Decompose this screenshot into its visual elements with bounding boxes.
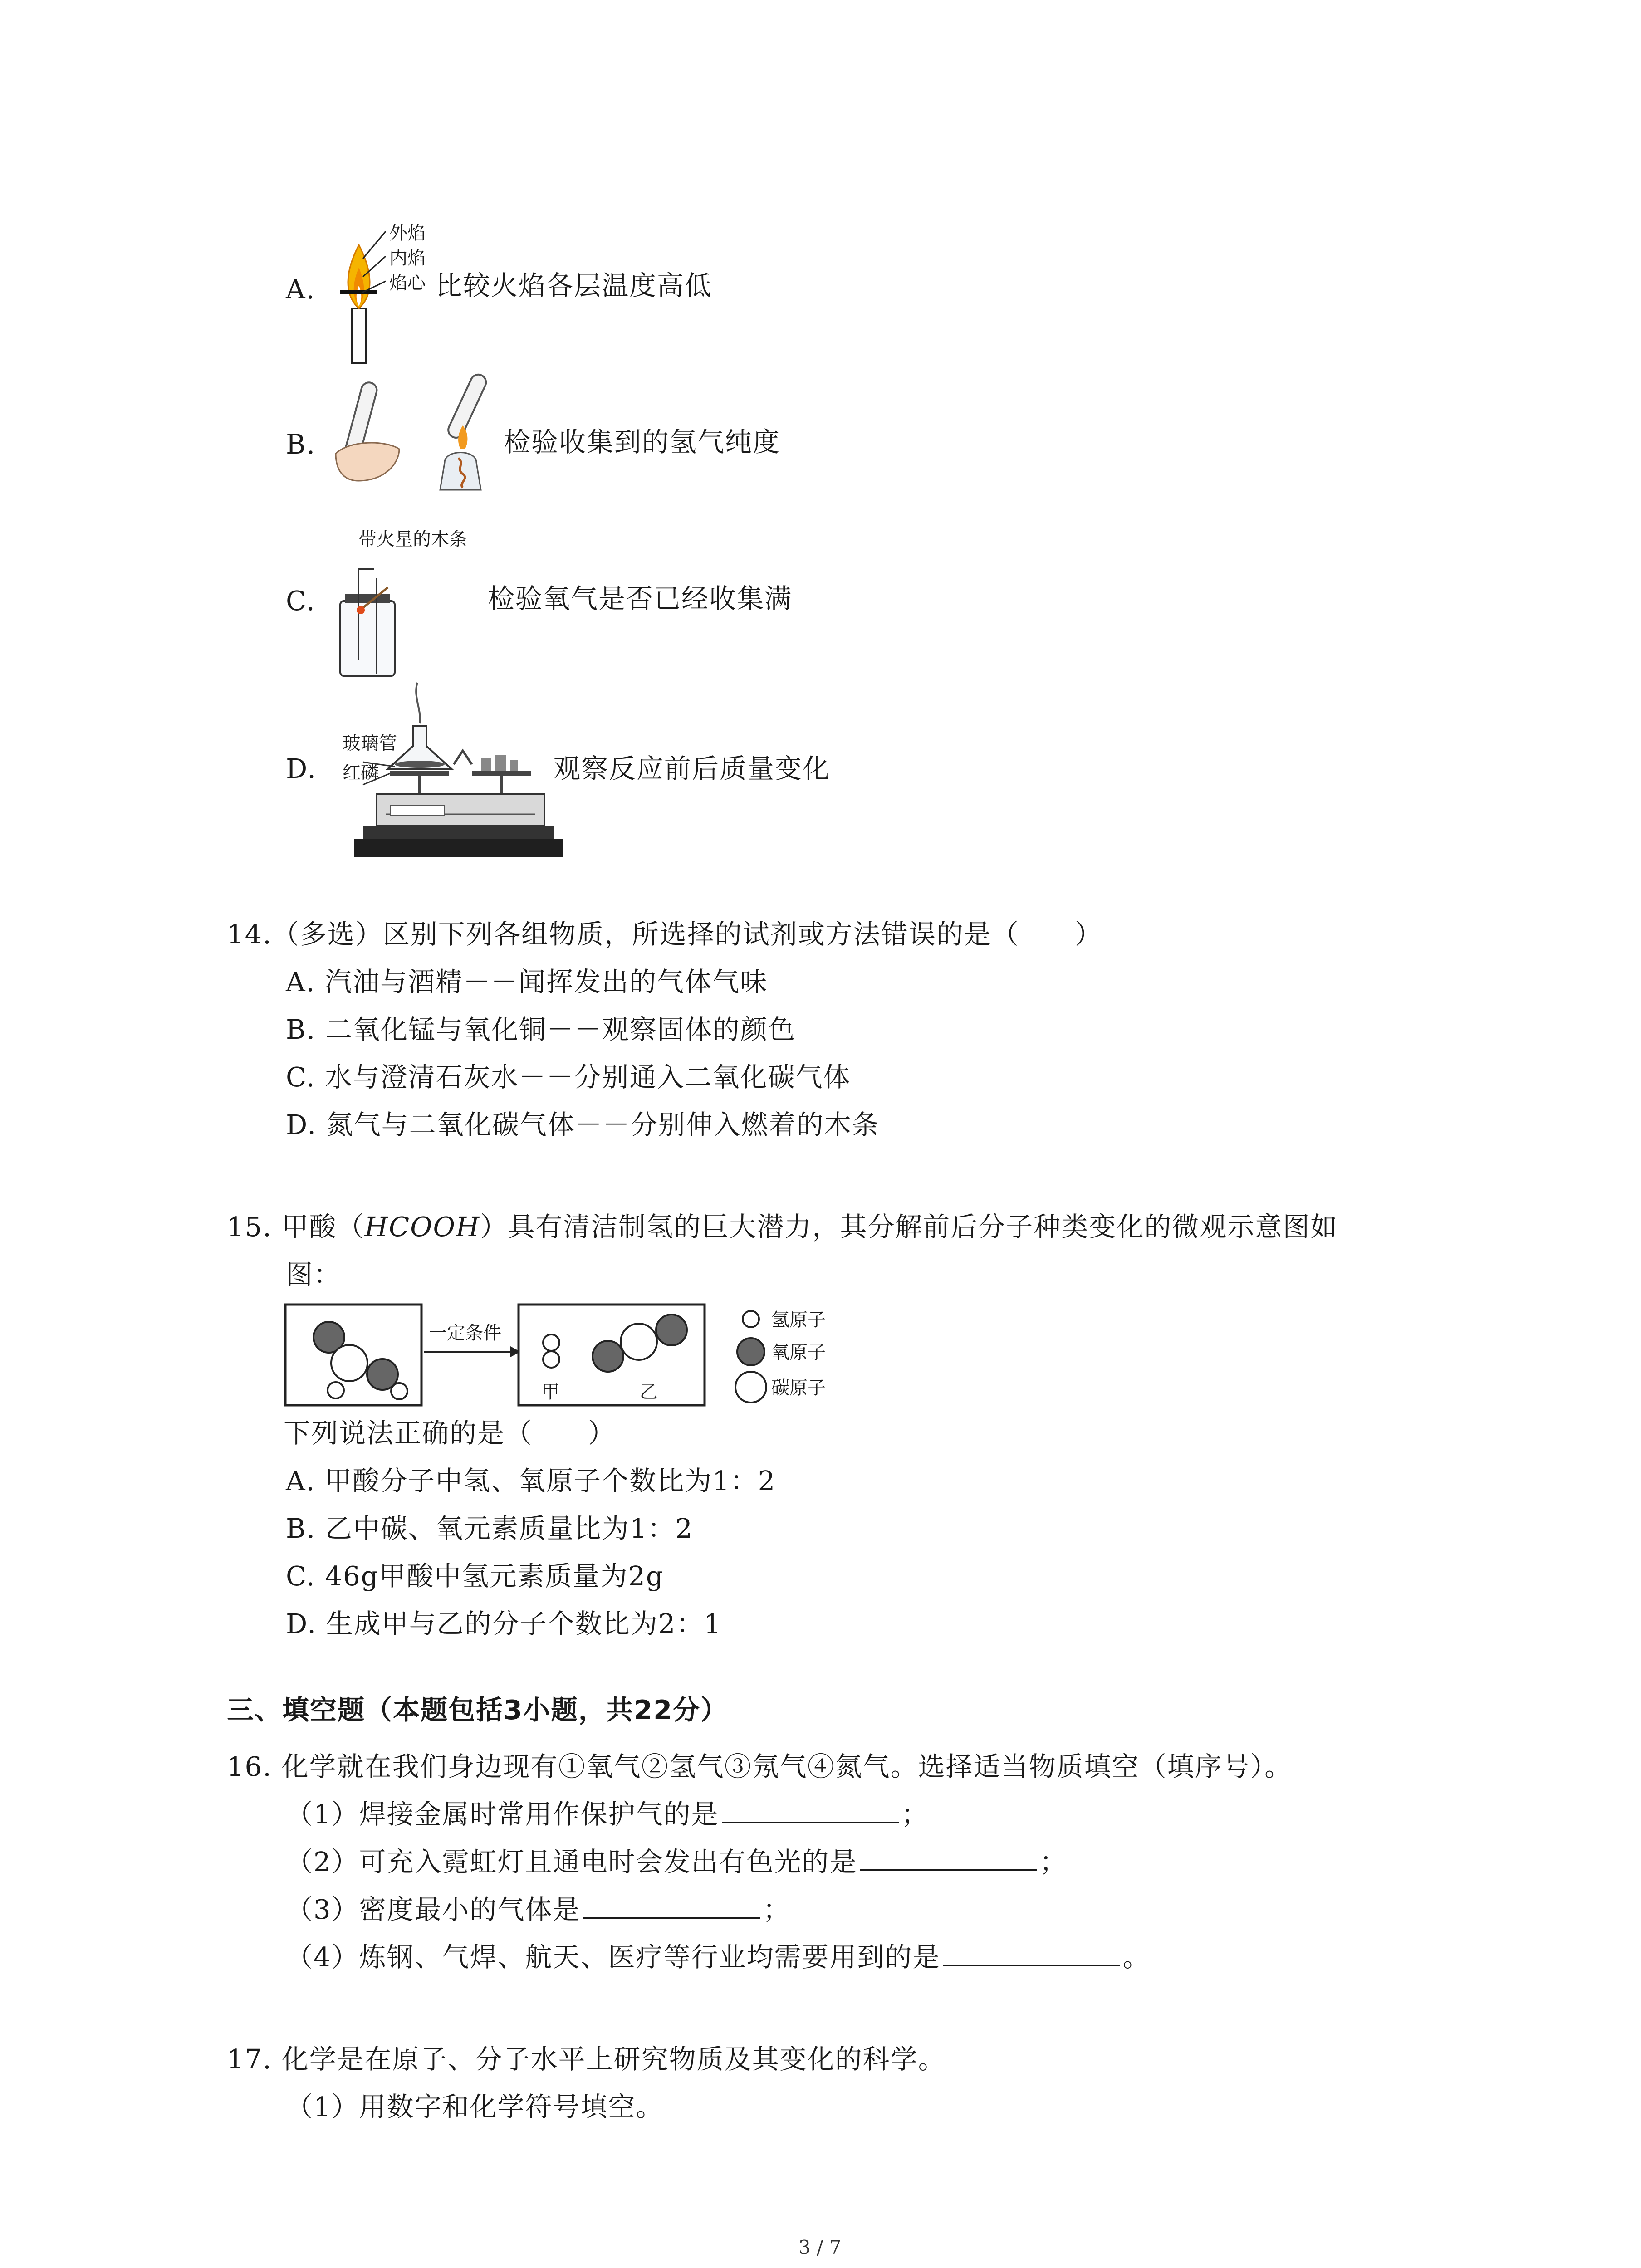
reaction-condition-label: 一定条件 xyxy=(429,1323,501,1344)
glass-tube-label: 玻璃管 xyxy=(343,733,397,754)
q14-stem: 14.（多选）区别下列各组物质，所选择的试剂或方法错误的是（ ） xyxy=(227,919,1102,950)
splint-label: 带火星的木条 xyxy=(358,529,467,550)
q13-option-d-text: 观察反应前后质量变化 xyxy=(554,753,831,784)
q14-option-d: D. 氮气与二氧化碳气体－－分别伸入燃着的木条 xyxy=(286,1109,880,1140)
q16-part-1: （1）焊接金属时常用作保护气的是 ； xyxy=(286,1796,929,1833)
red-phosphorus-label: 红磷 xyxy=(343,763,379,783)
q15-option-a: A. 甲酸分子中氢、氧原子个数比为1：2 xyxy=(286,1465,776,1496)
q16-part-4-blank[interactable] xyxy=(943,1939,1120,1966)
q17-stem: 17. 化学是在原子、分子水平上研究物质及其变化的科学。 xyxy=(227,2043,946,2075)
q13-option-a-letter: A. xyxy=(286,274,316,305)
hydrogen-purity-test-figure xyxy=(331,372,504,522)
flame-label-outer: 外焰 xyxy=(389,223,426,244)
q13-option-b-text: 检验收集到的氢气纯度 xyxy=(504,426,781,458)
legend-hydrogen: 氢原子 xyxy=(771,1310,826,1330)
oxygen-full-test-figure xyxy=(336,569,417,683)
q16-part-3: （3）密度最小的气体是 ； xyxy=(286,1892,791,1928)
q14-option-c: C. 水与澄清石灰水－－分别通入二氧化碳气体 xyxy=(286,1061,851,1093)
product-label-jia: 甲 xyxy=(541,1382,559,1403)
flame-label-core: 焰心 xyxy=(389,273,426,293)
q14-option-a: A. 汽油与酒精－－闻挥发出的气体气味 xyxy=(286,966,768,997)
q13-option-b-letter: B. xyxy=(286,429,316,460)
q15-option-d: D. 生成甲与乙的分子个数比为2：1 xyxy=(286,1608,722,1639)
product-label-yi: 乙 xyxy=(640,1382,658,1403)
legend-oxygen: 氧原子 xyxy=(771,1342,826,1363)
q16-stem: 16. 化学就在我们身边现有①氧气②氢气③氖气④氮气。选择适当物质填空（填序号）。 xyxy=(227,1751,1293,1782)
flame-label-inner: 内焰 xyxy=(389,248,426,269)
legend-carbon: 碳原子 xyxy=(771,1378,826,1398)
page-number: 3 / 7 xyxy=(798,2236,842,2258)
q15-question: 下列说法正确的是（ ） xyxy=(284,1418,616,1449)
q13-option-d-letter: D. xyxy=(286,753,317,784)
q13-option-a-text: 比较火焰各层温度高低 xyxy=(436,270,713,301)
q16-part-2-blank[interactable] xyxy=(860,1844,1037,1871)
q16-part-4: （4）炼钢、气焊、航天、医疗等行业均需要用到的是 。 xyxy=(286,1939,1151,1975)
q14-option-b: B. 二氧化锰与氧化铜－－观察固体的颜色 xyxy=(286,1014,796,1045)
q16-part-3-blank[interactable] xyxy=(583,1892,760,1919)
q13-option-c-letter: C. xyxy=(286,585,316,616)
q17-part-1: （1）用数字和化学符号填空。 xyxy=(286,2091,664,2122)
q16-part-1-blank[interactable] xyxy=(722,1796,899,1823)
section-3-title: 三、填空题（本题包括3小题，共22分） xyxy=(227,1694,729,1725)
q15-option-c: C. 46g甲酸中氢元素质量为2g xyxy=(286,1560,664,1592)
q15-stem-line2: 图： xyxy=(286,1259,342,1290)
formic-acid-decomposition-diagram xyxy=(284,1302,855,1411)
q13-option-c-text: 检验氧气是否已经收集满 xyxy=(488,583,793,614)
q16-part-2: （2）可充入霓虹灯且通电时会发出有色光的是 ； xyxy=(286,1844,1068,1880)
q15-option-b: B. 乙中碳、氧元素质量比为1：2 xyxy=(286,1513,693,1544)
q15-stem-line1: 15. 甲酸（HCOOH）具有清洁制氢的巨大潜力，其分解前后分子种类变化的微观示意图如 xyxy=(227,1211,1338,1242)
